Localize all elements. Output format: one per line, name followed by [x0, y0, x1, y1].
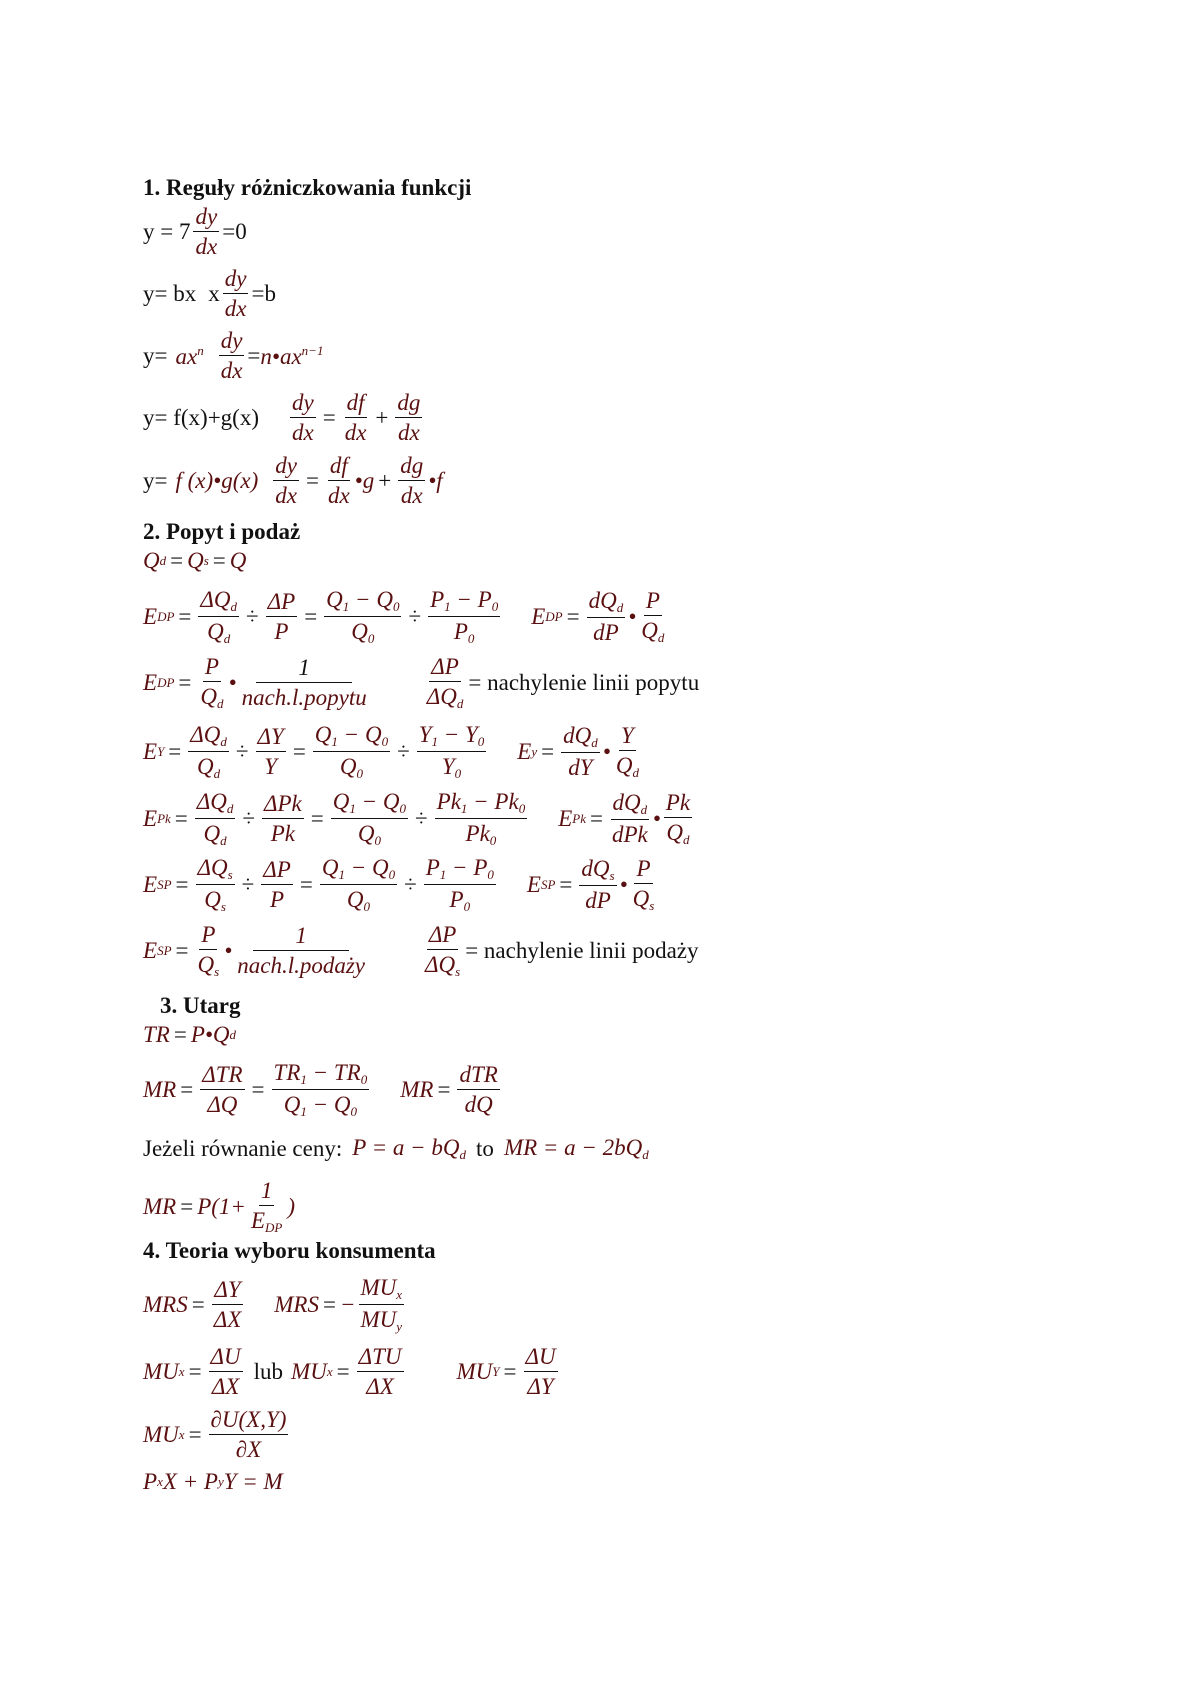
rule-constant-result: 0	[235, 219, 247, 244]
elasticity-demand-slope: E DP = $\frac{P}{Q_d}$ • $\frac{1}{\text{nach.l.popytu}}$ $\frac{\Delta P}{\Delta Q_d}$ = nachylenie linii popytu	[143, 654, 700, 711]
price-equation-line: Jeżeli równanie ceny: $P = a - bQ_d$ to MR = $a - 2bQ_d$	[143, 1135, 649, 1162]
section-1-title: 1. Reguły różniczkowania funkcji	[143, 175, 472, 200]
budget-constraint: P x X + P y Y = M	[143, 1469, 283, 1494]
denominator: dx	[195, 234, 218, 259]
or-text: lub	[253, 1359, 284, 1384]
rule-constant-lhs: y = 7	[143, 219, 191, 244]
marginal-utility: MU x = $\frac{\Delta U}{\Delta X}$ lub MU x = $\frac{\text{ΔTU}}{\Delta X}$ MU Y = $\frac{\Delta U}{\Delta Y}$	[143, 1344, 556, 1399]
section-3-title: 3. Utarg	[160, 993, 241, 1018]
rule-product-lhs: y=	[143, 468, 168, 493]
rule-linear-lhs: y= bx	[143, 281, 197, 306]
elasticity-supply-slope: E SP = $\frac{P}{Q_s}$ • $\frac{1}{\text{nach.l.podaży}}$ $\frac{\Delta P}{\Delta Q_s}$ = nachylenie linii podaży	[143, 922, 699, 979]
demand-slope-label: nach.l.popytu	[241, 685, 367, 710]
elasticity-price-demand: E DP = $\frac{\Delta Q_d}{Q_d}$ ÷ $\frac{\Delta P}{P}$ = $\frac{Q_1 - Q_0}{Q_0}$ ÷ $\frac{P_1 - P_0}{P_0}$ E DP = $\frac{dQ_d}{dP}$ • $\frac{P}{Q_d}$	[143, 587, 665, 646]
rule-product: y= f (x)•g(x) $\frac{dy}{dx}$ = $\frac{df}{dx}$ •g + $\frac{dg}{dx}$ •f	[143, 453, 443, 508]
supply-slope-label: nach.l.podaży	[237, 953, 366, 978]
equilibrium-equation: Q d = Q s = Q	[143, 548, 247, 573]
demand-slope-text: nachylenie linii popytu	[487, 670, 700, 695]
rule-power: y= $ax^n$ $\frac{dy}{dx}$ = $n•ax^{n-1}$	[143, 328, 324, 383]
elasticity-cross: E Pk = $\frac{\Delta Q_d}{Q_d}$ ÷ $\frac{\text{ΔPk}}{Pk}$ = $\frac{Q_1 - Q_0}{Q_0}$ ÷ $\frac{Pk_1 - Pk_0}{Pk_0}$ E Pk = $\frac{dQ_d}{\text{dPk}}$ • $\frac{Pk}{Q_d}$	[143, 789, 691, 848]
derivative-fraction	[193, 205, 219, 258]
supply-slope-text: nachylenie linii podaży	[483, 938, 699, 963]
if-price-text: Jeżeli równanie ceny:	[143, 1136, 343, 1161]
revenue-equation: TR = P•Q d	[143, 1022, 237, 1047]
derivative-fraction: $\frac{dy}{dx}$	[224, 266, 247, 321]
section-2-title: 2. Popyt i podaż	[143, 519, 301, 544]
rule-linear-result: b	[264, 281, 276, 306]
rule-linear-x: x	[208, 281, 220, 306]
rule-linear: y= bx x $\frac{dy}{dx}$ = b	[143, 266, 276, 321]
section-4-title: 4. Teoria wyboru konsumenta	[143, 1238, 436, 1263]
derivative-fraction: $\frac{dy}{dx}$	[220, 328, 243, 383]
elasticity-income: E Y = $\frac{\Delta Q_d}{Q_d}$ ÷ $\frac{\Delta Y}{Y}$ = $\frac{Q_1 - Q_0}{Q_0}$ ÷ $\frac{Y_1 - Y_0}{Y_0}$ E y = $\frac{dQ_d}{dY}$ • $\frac{Y}{Q_d}$	[143, 722, 639, 781]
marginal-revenue: MR = $\frac{\text{ΔTR}}{\Delta Q}$ = $\frac{TR_1 - TR_0}{Q_1 - Q_0}$ MR = $\frac{\text{dTR}}{dQ}$	[143, 1060, 498, 1119]
mrs-equation: MRS = $\frac{\Delta Y}{\Delta X}$ MRS = − $\frac{MU_x}{MU_y}$	[143, 1275, 403, 1334]
rule-sum: y= f(x)+g(x) $\frac{dy}{dx}$ = $\frac{df}{dx}$ + $\frac{dg}{dx}$	[143, 390, 421, 445]
numerator: dy	[193, 205, 219, 232]
marginal-utility-partial: MU x = $\frac{\partial U(X,Y)}{\partial X}$	[143, 1407, 287, 1462]
marginal-revenue-elasticity: MR = P(1+ $\frac{1}{E_{DP}}$ )	[143, 1178, 296, 1235]
one: 1	[298, 655, 310, 680]
rule-constant: y = 7 $\frac{dy}{dx}$ = 0	[143, 204, 247, 259]
rule-power-lhs: y=	[143, 343, 168, 368]
elasticity-price-supply: E SP = $\frac{\Delta Q_s}{Q_s}$ ÷ $\frac{\Delta P}{P}$ = $\frac{Q_1 - Q_0}{Q_0}$ ÷ $\frac{P_1 - P_0}{P_0}$ E SP = $\frac{dQ_s}{dP}$ • $\frac{P}{Q_s}$	[143, 855, 655, 914]
to-text: to	[476, 1136, 494, 1161]
rule-sum-lhs: y= f(x)+g(x)	[143, 405, 259, 430]
